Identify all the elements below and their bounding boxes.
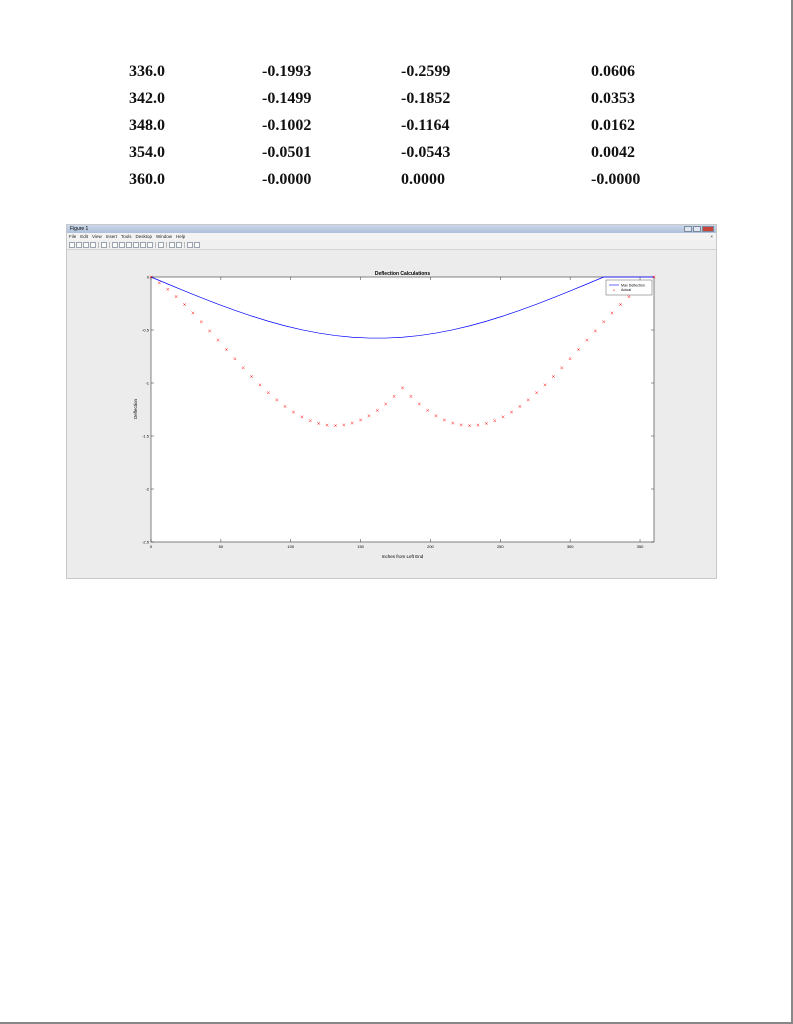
rotate-icon[interactable]	[133, 242, 139, 248]
menu-window[interactable]: Window	[156, 234, 173, 239]
table-cell: 342.0	[129, 90, 165, 107]
open-file-icon[interactable]	[76, 242, 82, 248]
y-axis-label: Deflection	[133, 398, 138, 420]
y-tick-label: -0.5	[142, 327, 149, 333]
x-tick-label: 350	[636, 544, 644, 549]
legend	[606, 280, 652, 295]
edit-plot-icon[interactable]	[101, 242, 107, 248]
data-cursor-icon[interactable]	[140, 242, 146, 248]
minimize-button[interactable]	[684, 226, 692, 232]
table-row	[0, 139, 793, 166]
toolbar-separator	[155, 242, 156, 248]
table-cell: -0.0543	[401, 144, 451, 161]
legend-label-actual: Actual	[621, 288, 631, 292]
table-cell: -0.1164	[401, 117, 450, 134]
maximize-button[interactable]	[693, 226, 701, 232]
toolbar-separator	[166, 242, 167, 248]
x-axis-label: Inches from Left End	[381, 554, 424, 559]
menu-help[interactable]: Help	[176, 234, 186, 239]
print-icon[interactable]	[90, 242, 96, 248]
close-button[interactable]	[702, 226, 714, 232]
table-cell: -0.1993	[262, 63, 312, 80]
table-cell: 354.0	[129, 144, 165, 161]
axes-box	[151, 277, 654, 542]
window-controls	[684, 226, 714, 232]
table-cell: 0.0353	[591, 90, 635, 107]
window-title: Figure 1	[70, 226, 89, 232]
table-cell: -0.1499	[262, 90, 312, 107]
x-tick-label: 0	[149, 544, 153, 549]
deflection-chart	[67, 249, 717, 579]
x-tick-label: 100	[287, 544, 295, 549]
legend-label-max-deflection: Max Deflection	[621, 283, 645, 288]
toolbar-separator	[109, 242, 110, 248]
table-row	[0, 166, 793, 193]
menu-view[interactable]: View	[92, 234, 102, 239]
zoom-in-icon[interactable]	[112, 242, 118, 248]
table-cell: 0.0000	[401, 171, 445, 188]
brush-icon[interactable]	[147, 242, 153, 248]
table-cell: 348.0	[129, 117, 165, 134]
save-icon[interactable]	[83, 242, 89, 248]
x-tick-label: 150	[357, 544, 364, 549]
toolbar-separator	[98, 242, 99, 248]
colorbar-icon[interactable]	[169, 242, 175, 248]
menu-tools[interactable]: Tools	[120, 234, 132, 239]
x-tick-label: 300	[566, 544, 574, 549]
table-cell: 360.0	[129, 171, 165, 188]
table-cell: -0.0501	[262, 144, 312, 161]
table-cell: 0.0606	[591, 63, 635, 80]
menu-desktop[interactable]: Desktop	[135, 234, 153, 239]
legend-swatch-actual: ×	[612, 287, 616, 293]
table-cell: -0.1852	[401, 90, 451, 107]
x-tick-label: 200	[427, 544, 434, 549]
table-cell: -0.1002	[262, 117, 312, 134]
table-cell: -0.0000	[591, 171, 641, 188]
chart-title: Deflection Calculations	[374, 271, 431, 277]
table-row	[0, 58, 793, 85]
table-cell: 0.0162	[591, 117, 635, 134]
legend-icon[interactable]	[176, 242, 182, 248]
y-tick-label: -1	[145, 380, 149, 386]
toolbar-separator	[184, 242, 185, 248]
x-tick-label: 250	[496, 544, 504, 549]
x-tick-label: 50	[218, 544, 224, 549]
menu-edit[interactable]: Edit	[80, 234, 89, 239]
y-tick-label: -1.5	[142, 433, 149, 439]
table-row	[0, 112, 793, 139]
y-tick-label: 0	[146, 274, 149, 280]
new-figure-icon[interactable]	[69, 242, 75, 248]
menu-close-icon[interactable]: ×	[710, 234, 713, 239]
table-cell: -0.0000	[262, 171, 312, 188]
table-cell: 336.0	[129, 63, 165, 80]
y-tick-label: -2	[145, 486, 149, 492]
y-tick-label: -2.5	[142, 539, 149, 545]
window-titlebar	[67, 225, 716, 233]
zoom-out-icon[interactable]	[119, 242, 125, 248]
menu-file[interactable]: File	[69, 234, 77, 239]
show-plot-tools-icon[interactable]	[194, 242, 200, 248]
pan-icon[interactable]	[126, 242, 132, 248]
deflection-table	[0, 58, 793, 193]
table-cell: -0.2599	[401, 63, 451, 80]
menu-bar	[67, 233, 716, 240]
table-cell: 0.0042	[591, 144, 635, 161]
hide-plot-tools-icon[interactable]	[187, 242, 193, 248]
plot-area	[67, 249, 717, 579]
menu-insert[interactable]: Insert	[105, 234, 117, 239]
table-row	[0, 85, 793, 112]
link-plot-icon[interactable]	[158, 242, 164, 248]
figure-window	[66, 224, 717, 579]
